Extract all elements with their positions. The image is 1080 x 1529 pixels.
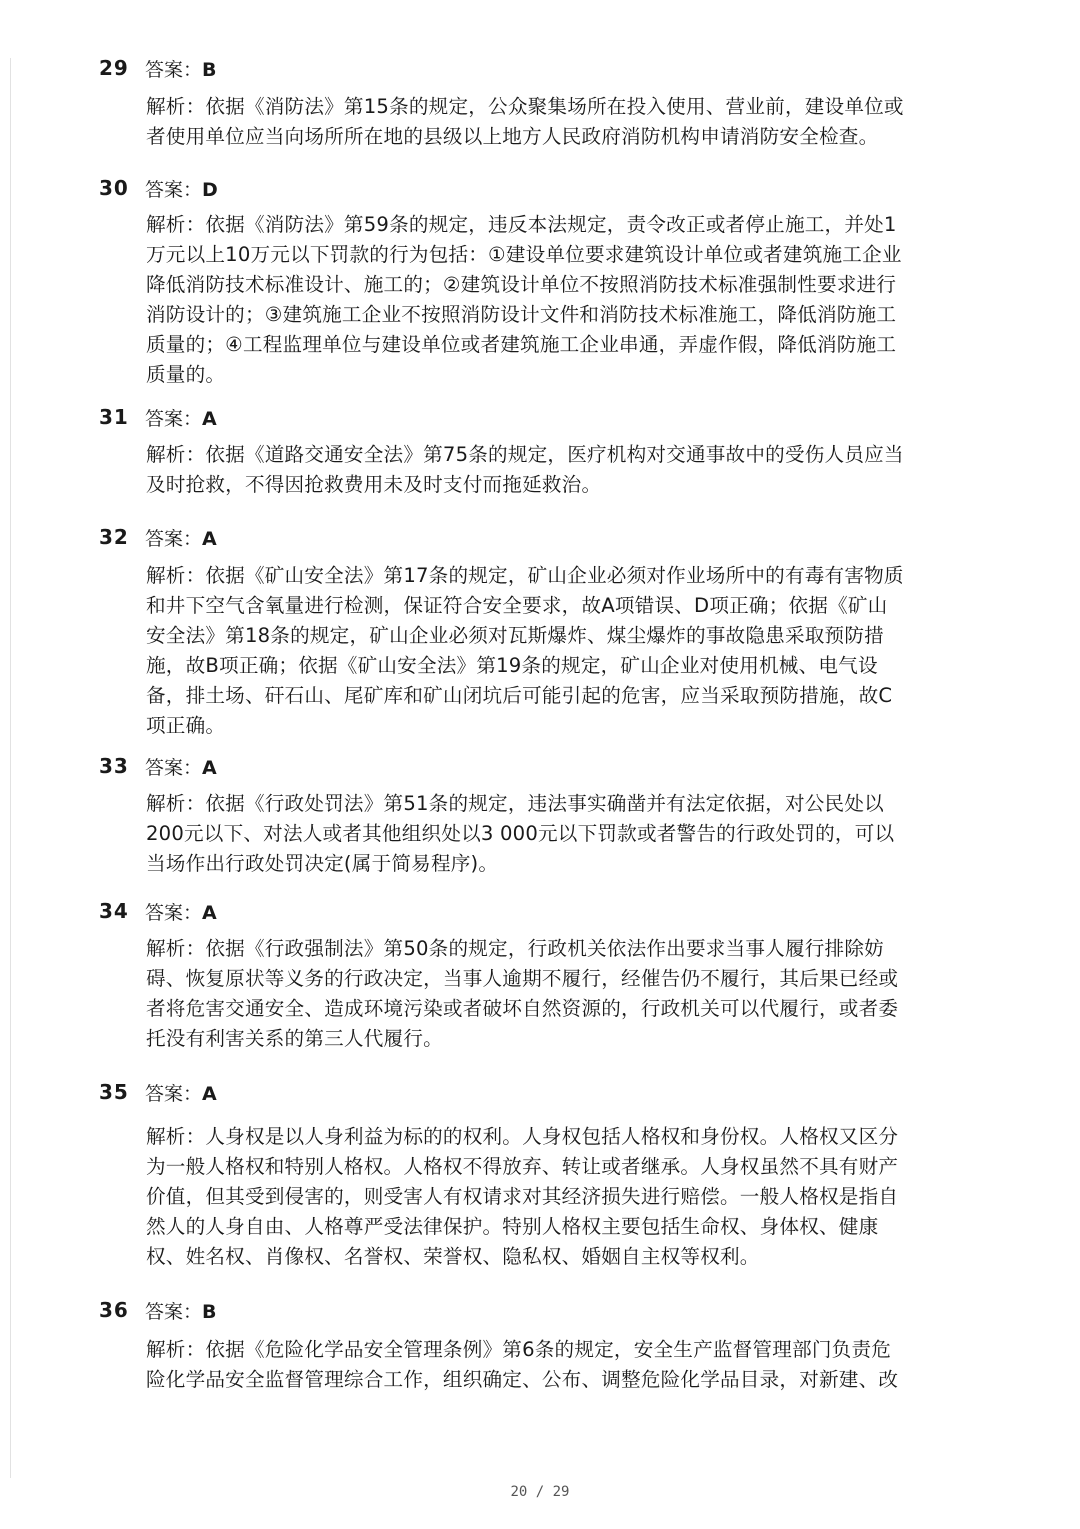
question-header [99,402,217,432]
question-number: 34 [99,899,129,923]
question-number: 31 [99,405,129,429]
answer-line [145,404,217,431]
explanation-line: 险化学品安全监督管理综合工作，组织确定、公布、调整危险化学品目录，对新建、改 [146,1368,899,1391]
explanation-line: 为一般人格权和特别人格权。人格权不得放弃、转让或者继承。人身权虽然不具有财产 [146,1155,899,1178]
answer-letter: A [202,901,217,924]
explanation-line: 解析：依据《危险化学品安全管理条例》第6条的规定，安全生产监督管理部门负责危 [146,1338,892,1361]
explanation-line: 者使用单位应当向场所所在地的县级以上地方人民政府消防机构申请消防安全检查。 [146,125,879,148]
explanation-line: 当场作出行政处罚决定(属于简易程序)。 [146,852,499,875]
explanation-line: 权、姓名权、肖像权、名誉权、荣誉权、隐私权、婚姻自主权等权利。 [146,1245,760,1268]
explanation-line: 解析：依据《矿山安全法》第17条的规定，矿山企业必须对作业场所中的有毒有害物质 [146,564,904,587]
answer-label: 答案： [145,901,203,924]
explanation-line: 质量的；④工程监理单位与建设单位或者建筑施工企业串通，弄虚作假，降低消防施工 [146,333,897,356]
explanation-line: 及时抢救，不得因抢救费用未及时支付而拖延救治。 [146,473,602,496]
explanation-line: 解析：依据《行政强制法》第50条的规定，行政机关依法作出要求当事人履行排除妨 [146,937,884,960]
explanation-line: 质量的。 [146,363,226,386]
explanation-line: 消防设计的；③建筑施工企业不按照消防设计文件和消防技术标准施工，降低消防施工 [146,303,897,326]
answer-label: 答案： [145,407,203,430]
answer-line [145,524,217,551]
question-header [99,1295,217,1325]
question-header [99,1077,217,1107]
explanation-line: 备，排土场、矸石山、尾矿库和矿山闭坑后可能引起的危害，应当采取预防措施，故C [146,684,893,707]
answer-letter: A [202,756,217,779]
answer-line [145,753,217,780]
answer-label: 答案： [145,527,203,550]
explanation [146,1335,986,1395]
question-number: 36 [99,1298,129,1322]
explanation-line: 解析：依据《道路交通安全法》第75条的规定，医疗机构对交通事故中的受伤人员应当 [146,443,904,466]
explanation-line: 价值，但其受到侵害的，则受害人有权请求对其经济损失进行赔偿。一般人格权是指自 [146,1185,899,1208]
explanation-line: 万元以上10万元以下罚款的行为包括：①建设单位要求建筑设计单位或者建筑施工企业 [146,243,902,266]
explanation [146,92,986,152]
explanation [146,934,986,1054]
explanation-line: 施，故B项正确；依据《矿山安全法》第19条的规定，矿山企业对使用机械、电气设 [146,654,878,677]
question-number: 33 [99,754,129,778]
explanation [146,789,986,879]
answer-line [145,1297,217,1324]
explanation-line: 托没有利害关系的第三人代履行。 [146,1027,443,1050]
explanation-line: 200元以下、对法人或者其他组织处以3 000元以下罚款或者警告的行政处罚的，可以 [146,822,895,845]
page-indicator: 20 / 29 [510,1484,570,1500]
answer-letter: B [202,58,217,81]
answer-label: 答案： [145,178,203,201]
answer-letter: A [202,527,217,550]
answer-label: 答案： [145,756,203,779]
question-header [99,896,217,926]
answer-letter: A [202,1082,217,1105]
answer-line [145,175,218,202]
answer-line [145,55,217,82]
explanation [146,561,986,741]
question-number: 30 [99,176,129,200]
explanation [146,210,986,390]
question-number: 29 [99,56,129,80]
answer-letter: B [202,1300,217,1323]
explanation-line: 解析：人身权是以人身利益为标的的权利。人身权包括人格权和身份权。人格权又区分 [146,1125,899,1148]
explanation-line: 者将危害交通安全、造成环境污染或者破坏自然资源的，行政机关可以代履行，或者委 [146,997,899,1020]
answer-label: 答案： [145,1082,203,1105]
answer-letter: D [202,178,218,201]
explanation [146,1122,986,1272]
answer-label: 答案： [145,1300,203,1323]
explanation-line: 和井下空气含氧量进行检测，保证符合安全要求，故A项错误、D项正确；依据《矿山 [146,594,888,617]
answer-line [145,898,217,925]
answer-line [145,1079,217,1106]
explanation-line: 安全法》第18条的规定，矿山企业必须对瓦斯爆炸、煤尘爆炸的事故隐患采取预防措 [146,624,884,647]
explanation-line: 然人的人身自由、人格尊严受法律保护。特别人格权主要包括生命权、身体权、健康 [146,1215,879,1238]
explanation-line: 项正确。 [146,714,226,737]
explanation-line: 降低消防技术标准设计、施工的；②建筑设计单位不按照消防技术标准强制性要求进行 [146,273,897,296]
question-number: 32 [99,525,129,549]
answer-letter: A [202,407,217,430]
answer-label: 答案： [145,58,203,81]
explanation-line: 解析：依据《消防法》第59条的规定，违反本法规定，责令改正或者停止施工，并处1 [146,213,897,236]
question-header [99,173,218,203]
explanation [146,440,986,500]
explanation-line: 碍、恢复原状等义务的行政决定，当事人逾期不履行，经催告仍不履行，其后果已经或 [146,967,899,990]
explanation-line: 解析：依据《消防法》第15条的规定，公众聚集场所在投入使用、营业前，建设单位或 [146,95,904,118]
question-header [99,53,217,83]
question-number: 35 [99,1080,129,1104]
question-header [99,522,217,552]
explanation-line: 解析：依据《行政处罚法》第51条的规定，违法事实确凿并有法定依据，对公民处以 [146,792,884,815]
question-header [99,751,217,781]
